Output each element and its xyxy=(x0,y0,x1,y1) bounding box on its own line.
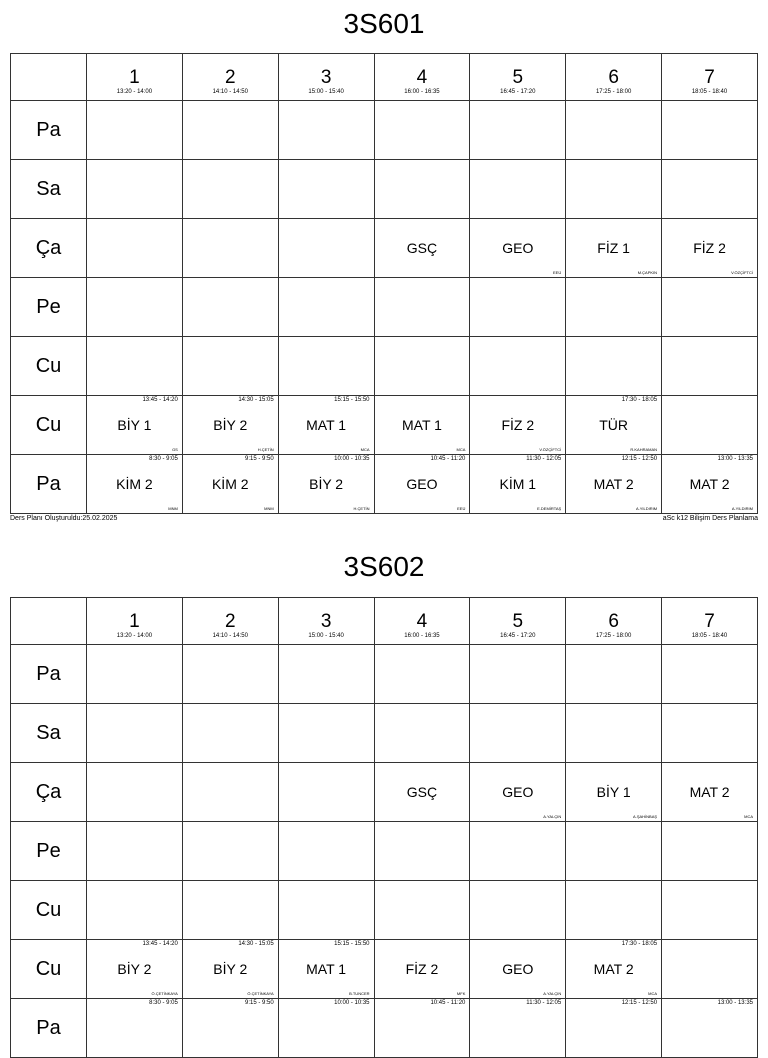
lesson-teacher: A.YALÇIN xyxy=(543,814,562,819)
period-number: 6 xyxy=(608,611,619,632)
period-time: 17:25 - 18:00 xyxy=(595,633,632,639)
period-header xyxy=(278,598,374,645)
period-time: 15:00 - 15:40 xyxy=(308,633,344,639)
lesson-time: 13:00 - 13:35 xyxy=(717,456,753,462)
corner-cell xyxy=(11,598,87,645)
period-number: 2 xyxy=(224,611,236,632)
period-number: 4 xyxy=(416,611,428,632)
lesson-cell xyxy=(662,999,758,1058)
lesson-cell xyxy=(278,822,374,881)
lesson-teacher: GS xyxy=(172,447,178,452)
lesson-cell xyxy=(278,645,374,704)
lesson-time: 17:30 - 18:05 xyxy=(621,397,658,403)
lesson-cell xyxy=(278,278,374,337)
lesson-teacher: A.YILDIRIM xyxy=(731,506,753,511)
lesson-cell xyxy=(566,645,662,704)
lesson-cell xyxy=(278,881,374,940)
lesson-cell xyxy=(87,160,183,219)
lesson-cell xyxy=(374,396,470,455)
lesson-cell xyxy=(182,278,278,337)
lesson-cell xyxy=(374,278,470,337)
lesson-subject: BİY 1 xyxy=(117,417,152,433)
lesson-subject: FİZ 2 xyxy=(501,417,535,433)
lesson-cell xyxy=(374,940,470,999)
lesson-cell xyxy=(87,455,183,514)
lesson-subject: GEO xyxy=(502,784,534,800)
lesson-cell xyxy=(566,219,662,278)
lesson-cell xyxy=(566,160,662,219)
lesson-cell xyxy=(566,101,662,160)
period-number: 1 xyxy=(129,67,140,88)
lesson-cell xyxy=(87,337,183,396)
lesson-subject: MAT 2 xyxy=(689,476,730,492)
lesson-cell xyxy=(662,101,758,160)
lesson-time: 8:30 - 9:05 xyxy=(149,1000,178,1006)
lesson-cell xyxy=(662,219,758,278)
lesson-subject: BİY 2 xyxy=(213,961,248,977)
lesson-cell xyxy=(566,278,662,337)
lesson-cell xyxy=(182,396,278,455)
period-header xyxy=(374,598,470,645)
lesson-cell xyxy=(662,455,758,514)
lesson-cell xyxy=(278,940,374,999)
lesson-cell xyxy=(470,881,566,940)
lesson-cell xyxy=(87,881,183,940)
period-number: 4 xyxy=(416,67,428,88)
lesson-cell xyxy=(566,704,662,763)
lesson-teacher: MCA xyxy=(648,991,658,996)
lesson-time: 9:15 - 9:50 xyxy=(245,456,274,462)
lesson-teacher: H.ÇETİN xyxy=(353,506,370,511)
day-label: Pe xyxy=(11,822,87,881)
lesson-cell xyxy=(662,160,758,219)
lesson-cell xyxy=(182,101,278,160)
lesson-teacher: Ö.ÇETİNKAYA xyxy=(151,991,178,996)
period-header xyxy=(278,54,374,101)
lesson-teacher: MNM xyxy=(168,506,178,511)
lesson-cell xyxy=(374,101,470,160)
lesson-subject: GEO xyxy=(502,961,534,977)
period-number: 3 xyxy=(320,611,332,632)
period-header xyxy=(662,54,758,101)
lesson-subject: MAT 1 xyxy=(401,417,442,433)
lesson-cell xyxy=(470,763,566,822)
lesson-cell xyxy=(662,396,758,455)
period-header xyxy=(470,598,566,645)
lesson-subject: BİY 2 xyxy=(309,476,344,492)
lesson-cell xyxy=(470,396,566,455)
lesson-cell xyxy=(374,763,470,822)
day-row xyxy=(11,822,758,881)
lesson-subject: GSÇ xyxy=(406,240,438,256)
lesson-subject: MAT 1 xyxy=(306,961,347,977)
day-row xyxy=(11,337,758,396)
lesson-subject: BİY 2 xyxy=(213,417,248,433)
day-label: Ça xyxy=(11,219,87,278)
period-number: 5 xyxy=(512,611,524,632)
lesson-cell xyxy=(182,455,278,514)
lesson-cell xyxy=(182,645,278,704)
period-header-row xyxy=(11,54,758,101)
day-label: Cu xyxy=(11,940,87,999)
day-label: Pa xyxy=(11,999,87,1058)
lesson-cell xyxy=(374,645,470,704)
lesson-cell xyxy=(566,881,662,940)
lesson-cell xyxy=(182,337,278,396)
lesson-teacher: A.YILDIRIM xyxy=(635,506,658,511)
lesson-cell xyxy=(470,940,566,999)
day-row xyxy=(11,881,758,940)
lesson-subject: FİZ 2 xyxy=(405,961,439,977)
lesson-cell xyxy=(470,278,566,337)
lesson-cell xyxy=(662,822,758,881)
lesson-cell xyxy=(182,822,278,881)
period-time: 16:45 - 17:20 xyxy=(500,633,536,639)
day-label: Pe xyxy=(11,278,87,337)
lesson-cell xyxy=(278,101,374,160)
lesson-cell xyxy=(662,337,758,396)
lesson-time: 14:30 - 15:05 xyxy=(238,941,274,947)
period-number: 1 xyxy=(129,611,140,632)
period-time: 16:00 - 16:35 xyxy=(404,89,440,95)
lesson-cell xyxy=(278,219,374,278)
day-label: Sa xyxy=(11,704,87,763)
day-row xyxy=(11,396,758,455)
lesson-time: 14:30 - 15:05 xyxy=(238,397,274,403)
lesson-cell xyxy=(470,160,566,219)
lesson-time: 10:00 - 10:35 xyxy=(334,456,370,462)
lesson-teacher: EEÜ xyxy=(457,506,466,511)
lesson-time: 15:15 - 15:50 xyxy=(334,941,370,947)
lesson-time: 17:30 - 18:05 xyxy=(621,941,658,947)
lesson-cell xyxy=(374,881,470,940)
lesson-subject: MAT 1 xyxy=(306,417,347,433)
lesson-cell xyxy=(566,940,662,999)
lesson-teacher: E.DEMİRTAŞ xyxy=(537,506,562,511)
lesson-time: 13:45 - 14:20 xyxy=(142,941,178,947)
lesson-cell xyxy=(87,645,183,704)
lesson-subject: GEO xyxy=(502,240,534,256)
lesson-cell xyxy=(278,704,374,763)
period-time: 18:05 - 18:40 xyxy=(691,633,728,639)
lesson-cell xyxy=(662,278,758,337)
period-header xyxy=(182,54,278,101)
lesson-cell xyxy=(182,704,278,763)
period-header xyxy=(87,598,183,645)
period-header xyxy=(566,54,662,101)
lesson-cell xyxy=(566,999,662,1058)
timetable-title: 3S601 xyxy=(343,8,425,39)
day-row xyxy=(11,940,758,999)
lesson-cell xyxy=(182,881,278,940)
lesson-cell xyxy=(182,219,278,278)
period-header xyxy=(182,598,278,645)
lesson-cell xyxy=(87,219,183,278)
period-number: 2 xyxy=(224,67,236,88)
lesson-teacher: MNM xyxy=(264,506,274,511)
lesson-subject: BİY 2 xyxy=(117,961,152,977)
period-number: 5 xyxy=(512,67,524,88)
period-header xyxy=(662,598,758,645)
lesson-subject: GEO xyxy=(406,476,438,492)
lesson-cell xyxy=(278,455,374,514)
period-header xyxy=(374,54,470,101)
period-time: 14:10 - 14:50 xyxy=(212,89,248,95)
lesson-time: 9:15 - 9:50 xyxy=(245,1000,274,1006)
timetable-grid xyxy=(10,597,758,1058)
lesson-cell xyxy=(278,763,374,822)
lesson-subject: GSÇ xyxy=(406,784,438,800)
lesson-teacher: EEÜ xyxy=(552,270,562,275)
lesson-cell xyxy=(470,219,566,278)
period-time: 16:45 - 17:20 xyxy=(500,89,536,95)
day-row xyxy=(11,278,758,337)
day-row xyxy=(11,645,758,704)
lesson-cell xyxy=(374,822,470,881)
corner-cell xyxy=(11,54,87,101)
lesson-cell xyxy=(374,999,470,1058)
period-header xyxy=(87,54,183,101)
lesson-subject: MAT 2 xyxy=(593,476,634,492)
lesson-time: 13:45 - 14:20 xyxy=(142,397,178,403)
lesson-teacher: V.ÖZÇİFTCİ xyxy=(731,270,753,275)
lesson-subject: BİY 1 xyxy=(596,784,631,800)
lesson-teacher: B.TUNCER xyxy=(349,991,370,996)
lesson-cell xyxy=(87,396,183,455)
lesson-teacher: MFK xyxy=(456,991,466,996)
lesson-time: 11:30 - 12:05 xyxy=(526,456,562,462)
timetable-grid xyxy=(10,53,758,514)
day-label: Cu xyxy=(11,881,87,940)
lesson-cell xyxy=(566,822,662,881)
lesson-cell xyxy=(182,999,278,1058)
day-label: Cu xyxy=(11,396,87,455)
lesson-cell xyxy=(566,455,662,514)
day-row xyxy=(11,101,758,160)
lesson-cell xyxy=(374,219,470,278)
period-time: 16:00 - 16:35 xyxy=(404,633,440,639)
day-row xyxy=(11,763,758,822)
lesson-teacher: R.KAHRAMAN xyxy=(630,447,658,452)
lesson-cell xyxy=(374,704,470,763)
lesson-cell xyxy=(87,278,183,337)
footer-created: Ders Planı Oluşturuldu:25.02.2025 xyxy=(10,515,118,522)
day-row xyxy=(11,219,758,278)
day-label: Pa xyxy=(11,455,87,514)
lesson-teacher: A.ŞAHİNBAŞ xyxy=(633,814,658,819)
lesson-cell xyxy=(278,160,374,219)
lesson-subject: FİZ 2 xyxy=(693,240,726,256)
lesson-cell xyxy=(374,337,470,396)
lesson-teacher: Ö.ÇETİNKAYA xyxy=(247,991,274,996)
lesson-cell xyxy=(278,999,374,1058)
lesson-subject: TÜR xyxy=(599,417,629,433)
period-time: 13:20 - 14:00 xyxy=(116,89,153,95)
day-label: Pa xyxy=(11,101,87,160)
period-time: 15:00 - 15:40 xyxy=(308,89,344,95)
lesson-teacher: V.ÖZÇİFTCİ xyxy=(539,447,562,452)
lesson-time: 13:00 - 13:35 xyxy=(717,1000,753,1006)
lesson-cell xyxy=(566,763,662,822)
lesson-subject: KİM 2 xyxy=(211,476,249,492)
footer-software: aSc k12 Bilişim Ders Planlama xyxy=(662,515,758,522)
lesson-time: 10:00 - 10:35 xyxy=(334,1000,370,1006)
day-row xyxy=(11,704,758,763)
lesson-time: 11:30 - 12:05 xyxy=(526,1000,562,1006)
lesson-cell xyxy=(566,337,662,396)
lesson-time: 15:15 - 15:50 xyxy=(334,397,370,403)
lesson-cell xyxy=(470,704,566,763)
lesson-cell xyxy=(470,822,566,881)
lesson-time: 10:45 - 11:20 xyxy=(430,456,466,462)
lesson-teacher: M.ÇAPKIN xyxy=(637,270,658,275)
lesson-cell xyxy=(87,940,183,999)
lesson-cell xyxy=(182,763,278,822)
lesson-time: 12:15 - 12:50 xyxy=(621,456,658,462)
lesson-cell xyxy=(87,101,183,160)
timetable-title: 3S602 xyxy=(343,551,425,582)
lesson-cell xyxy=(182,940,278,999)
period-number: 3 xyxy=(320,67,332,88)
period-header xyxy=(470,54,566,101)
lesson-subject: MAT 2 xyxy=(593,961,634,977)
period-number: 7 xyxy=(704,67,715,88)
lesson-cell xyxy=(662,704,758,763)
day-label: Ça xyxy=(11,763,87,822)
lesson-subject: KİM 1 xyxy=(499,476,537,492)
lesson-subject: KİM 2 xyxy=(116,476,153,492)
lesson-cell xyxy=(87,822,183,881)
lesson-cell xyxy=(470,455,566,514)
lesson-cell xyxy=(662,645,758,704)
day-row xyxy=(11,160,758,219)
lesson-cell xyxy=(662,881,758,940)
period-time: 14:10 - 14:50 xyxy=(212,633,248,639)
lesson-cell xyxy=(374,160,470,219)
day-label: Pa xyxy=(11,645,87,704)
lesson-cell xyxy=(470,645,566,704)
lesson-cell xyxy=(87,999,183,1058)
lesson-cell xyxy=(470,999,566,1058)
lesson-time: 10:45 - 11:20 xyxy=(430,1000,466,1006)
lesson-cell xyxy=(87,763,183,822)
lesson-subject: MAT 2 xyxy=(689,784,730,800)
period-header xyxy=(566,598,662,645)
lesson-cell xyxy=(470,101,566,160)
lesson-cell xyxy=(182,160,278,219)
period-time: 18:05 - 18:40 xyxy=(691,89,728,95)
lesson-cell xyxy=(87,704,183,763)
lesson-cell xyxy=(374,455,470,514)
period-time: 17:25 - 18:00 xyxy=(595,89,632,95)
lesson-cell xyxy=(566,396,662,455)
lesson-subject: FİZ 1 xyxy=(597,240,630,256)
lesson-time: 12:15 - 12:50 xyxy=(621,1000,658,1006)
lesson-teacher: H.ÇETİN xyxy=(257,447,274,452)
period-number: 6 xyxy=(608,67,619,88)
lesson-time: 8:30 - 9:05 xyxy=(149,456,178,462)
period-header-row xyxy=(11,598,758,645)
lesson-cell xyxy=(662,763,758,822)
lesson-teacher: MCA xyxy=(456,447,466,452)
lesson-teacher: MCA xyxy=(744,814,753,819)
lesson-teacher: MCA xyxy=(360,447,370,452)
day-label: Cu xyxy=(11,337,87,396)
lesson-cell xyxy=(278,396,374,455)
period-time: 13:20 - 14:00 xyxy=(116,633,153,639)
lesson-cell xyxy=(470,337,566,396)
lesson-teacher: A.YALÇIN xyxy=(543,991,562,996)
period-number: 7 xyxy=(704,611,715,632)
day-label: Sa xyxy=(11,160,87,219)
lesson-cell xyxy=(278,337,374,396)
day-row xyxy=(11,455,758,514)
lesson-cell xyxy=(662,940,758,999)
day-row xyxy=(11,999,758,1058)
